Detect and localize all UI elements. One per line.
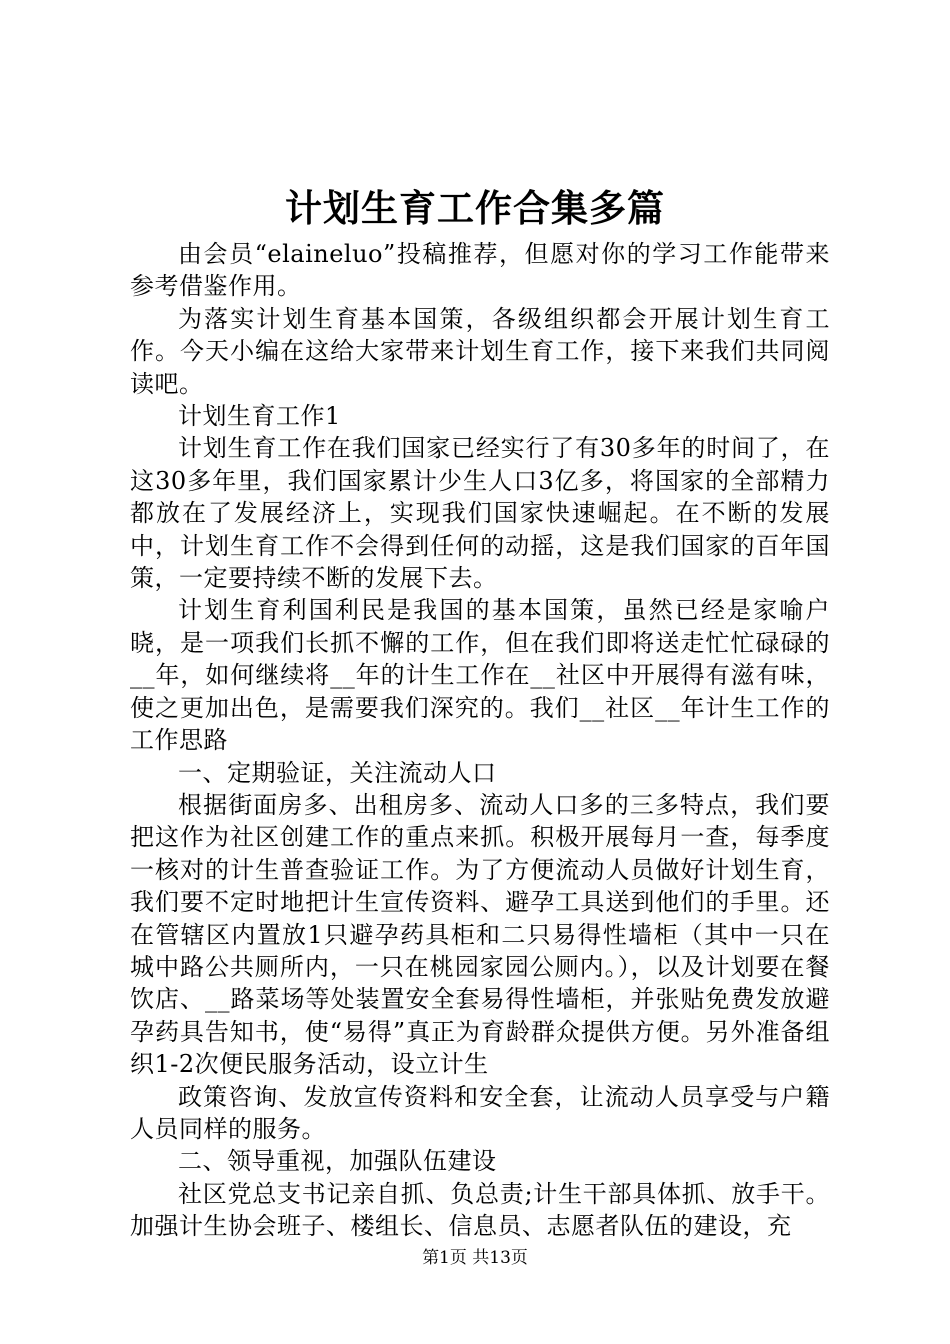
paragraph: 为落实计划生育基本国策，各级组织都会开展计划生育工作。今天小编在这给大家带来计划生育工作，接下来我们共同阅读吧。 — [130, 304, 830, 398]
document-body — [130, 238, 830, 1243]
page-footer: 第1页 共13页 — [422, 1248, 528, 1268]
document-title: 计划生育工作合集多篇 — [285, 186, 665, 230]
paragraph: 根据街面房多、出租房多、流动人口多的三多特点，我们要把这作为社区创建工作的重点来抓。积极开展每月一查，每季度一核对的计生普查验证工作。为了方便流动人员做好计划生育，我们要不定时地把计生宣传资料、避孕工具送到他们的手里。还在管辖区内置放1只避孕药具柜和二只易得性墙柜（其中一只在城中路公共厕所内，一只在桃园家园公厕内。），以及计划要在餐饮店、__路菜场等处装置安全套易得性墙柜，并张贴免费发放避孕药具告知书，使“易得”真正为育龄群众提供方便。另外准备组织1-2次便民服务活动，设立计生 — [130, 790, 830, 1079]
paragraph: 计划生育工作在我们国家已经实行了有30多年的时间了，在这30多年里，我们国家累计少生人口3亿多，将国家的全部精力都放在了发展经济上，实现我们国家快速崛起。在不断的发展中，计划生育工作不会得到任何的动摇，这是我们国家的百年国策，一定要持续不断的发展下去。 — [130, 434, 830, 593]
section-heading: 计划生育工作1 — [178, 402, 341, 431]
section-heading: 二、领导重视，加强队伍建设 — [178, 1147, 497, 1176]
section-heading: 一、定期验证，关注流动人口 — [178, 758, 497, 787]
paragraph: 由会员“elaineluo”投稿推荐，但愿对你的学习工作能带来参考借鉴作用。 — [130, 240, 830, 301]
paragraph: 计划生育利国利民是我国的基本国策，虽然已经是家喻户晓，是一项我们长抓不懈的工作，但在我们即将送走忙忙碌碌的__年，如何继续将__年的计生工作在__社区中开展得有滋有味，使之更加出色，是需要我们深究的。我们__社区__年计生工作的工作思路 — [130, 596, 830, 755]
paragraph: 社区党总支书记亲自抓、负总责;计生干部具体抓、放手干。加强计生协会班子、楼组长、信息员、志愿者队伍的建设，充 — [130, 1179, 830, 1241]
paragraph: 政策咨询、发放宣传资料和安全套，让流动人员享受与户籍人员同样的服务。 — [130, 1082, 830, 1143]
